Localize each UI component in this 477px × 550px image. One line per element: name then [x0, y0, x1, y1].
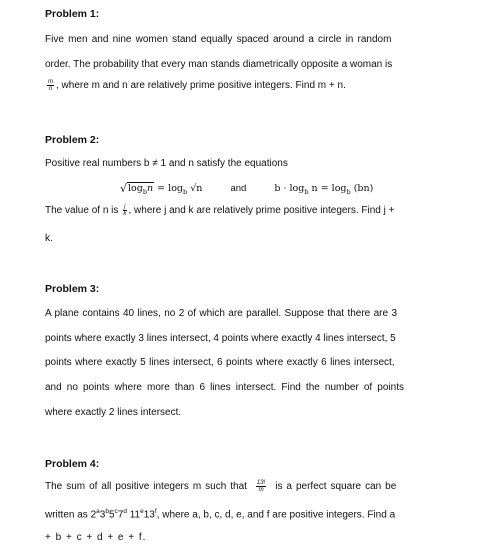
problem-3-line-4: and no points where more than 6 lines intersect. Find the number of points: [45, 382, 404, 393]
fraction-m-over-n: $\frac{m}{n}$: [48, 79, 53, 92]
problem-4-title: Problem 4:: [45, 458, 100, 470]
problem-3-line-1: A plane contains 40 lines, no 2 of which are parallel. Suppose that there are 3: [45, 308, 398, 319]
problem-1-line-1: Five men and nine women stand equally spaced around a circle in random: [45, 34, 392, 45]
problem-1-line-3: $\frac{m}{n}$ , where m and n are relatively prime positive integers. Find m + n.: [48, 79, 346, 92]
problem-4-line-1: The sum of all positive integers m such that $\frac{13!}{m}$ is a perfect square can be: [45, 480, 397, 493]
problem-2-line-2: The value of n is $\frac{j}{k}$ , where j and k are relatively prime positive integers. Find j +: [45, 204, 395, 217]
problem-3-line-2: points where exactly 3 lines intersect, 4 points where exactly 4 lines intersect, 5: [45, 333, 396, 344]
problem-2-line-1: Positive real numbers b ≠ 1 and n satisfy the equations: [45, 158, 288, 169]
problem-2-title: Problem 2:: [45, 134, 100, 146]
problem-4-line-2: written as 2$^a$3$^b$5$^c$7$^d$ 11e13$^f$, where a, b, c, d, e, and f are positive integers. Find a: [45, 508, 396, 521]
problem-1-title: Problem 1:: [45, 8, 100, 20]
problem-2-line-3: k.: [45, 233, 53, 244]
fraction-13-factorial-over-m: $\frac{13!}{m}$: [256, 480, 266, 493]
problem-4-line-3: + b + c + d + e + f.: [45, 532, 147, 543]
sqrt-expression: √ $\log_bn$: [120, 182, 154, 196]
fraction-j-over-k: $\frac{j}{k}$: [123, 204, 127, 217]
problem-3-line-5: where exactly 2 lines intersect.: [45, 407, 182, 418]
problem-3-line-3: points where exactly 5 lines intersect, 6 points where exactly 6 lines intersect,: [45, 357, 395, 368]
problem-2-equations: √ $\log_bn = \log_b √n$ and $b \cdot \log_b n = \log_b (bn)$: [120, 182, 374, 196]
problem-3-title: Problem 3:: [45, 283, 100, 295]
problem-1-line-2: order. The probability that every man stands diametrically opposite a woman is: [45, 59, 393, 70]
